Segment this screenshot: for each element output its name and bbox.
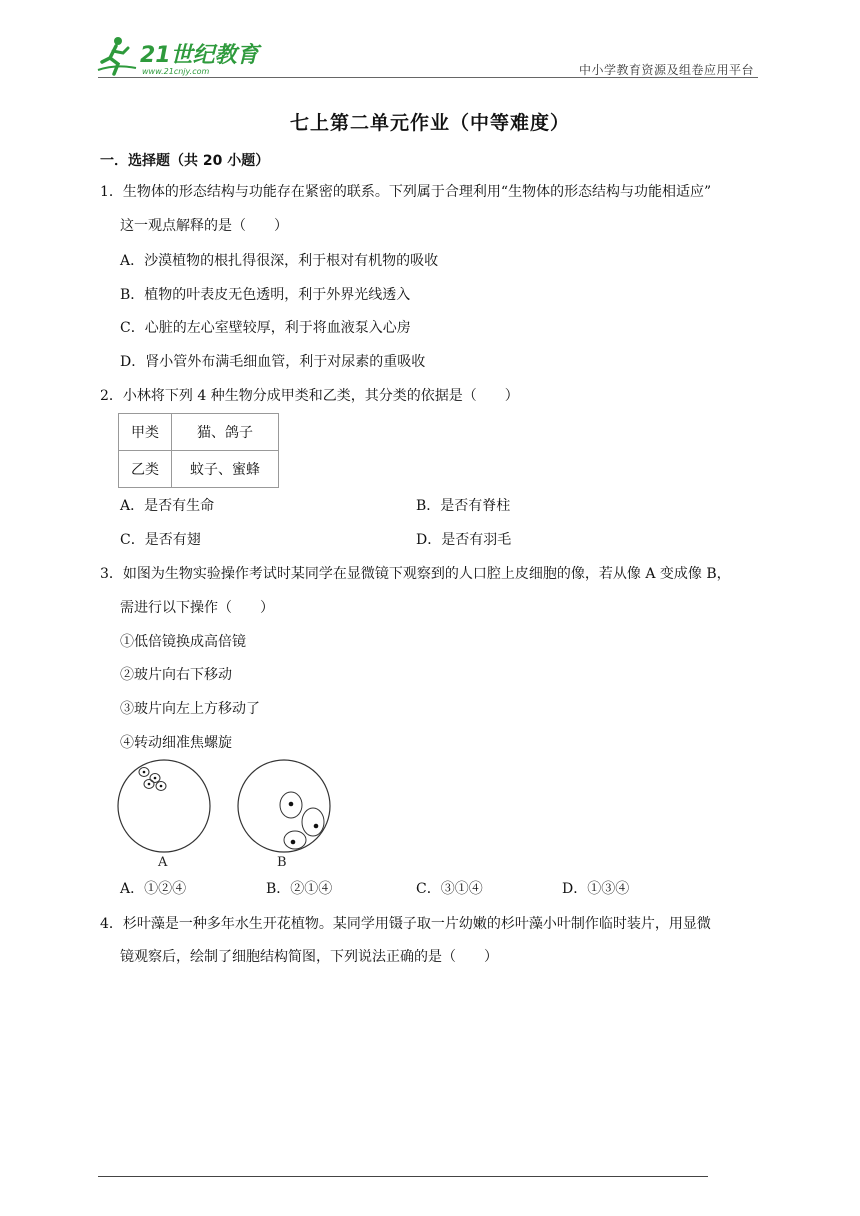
- question-3-stem: 3．如图为生物实验操作考试时某同学在显微镜下观察到的人口腔上皮细胞的像，若从像 A 变成像 B，: [100, 566, 731, 582]
- question-2-stem: 2．小林将下列 4 种生物分成甲类和乙类，其分类的依据是（ ）: [100, 388, 519, 404]
- question-1-stem-cont: 这一观点解释的是（ ）: [120, 218, 288, 234]
- question-3-step-3: ③玻片向左上方移动了: [120, 701, 260, 717]
- svg-text:21世纪教育: 21世纪教育: [140, 43, 259, 68]
- question-4-stem-cont: 镜观察后，绘制了细胞结构简图，下列说法正确的是（ ）: [120, 949, 498, 965]
- question-1-option-d: D．肾小管外布满毛细血管，利于对尿素的重吸收: [120, 354, 426, 370]
- header-divider: [98, 77, 758, 78]
- question-2-option-c: C．是否有翅: [120, 532, 201, 548]
- section-heading: 一．选择题（共 20 小题）: [100, 153, 270, 169]
- view-a: [118, 760, 210, 870]
- question-3-step-4: ④转动细准焦螺旋: [120, 735, 232, 751]
- question-1-option-b: B．植物的叶表皮无色透明，利于外界光线透入: [120, 287, 411, 303]
- question-2-option-b: B．是否有脊柱: [416, 498, 511, 514]
- question-1-option-a: A．沙漠植物的根扎得很深，利于根对有机物的吸收: [120, 253, 439, 269]
- runner-logo-icon: [96, 34, 266, 78]
- table-cell: 蚊子、蜜蜂: [172, 451, 279, 488]
- question-1-option-c: C．心脏的左心室壁较厚，利于将血液泵入心房: [120, 320, 411, 336]
- question-3-step-2: ②玻片向右下移动: [120, 667, 232, 683]
- question-3-step-1: ①低倍镜换成高倍镜: [120, 634, 246, 650]
- question-3-option-b: B．②①④: [266, 881, 333, 897]
- view-b: [238, 760, 330, 870]
- table-cell: 甲类: [119, 414, 172, 451]
- footer-divider: [98, 1176, 708, 1177]
- question-2-option-d: D．是否有羽毛: [416, 532, 512, 548]
- question-3-stem-cont: 需进行以下操作（ ）: [120, 600, 274, 616]
- view-a-label: A: [158, 855, 168, 870]
- question-1-stem: 1．生物体的形态结构与功能存在紧密的联系。下列属于合理利用“生物体的形态结构与功能相适应”: [100, 184, 712, 200]
- table-cell: 乙类: [119, 451, 172, 488]
- classification-table: [118, 413, 279, 488]
- logo: [96, 34, 266, 78]
- microscope-view-figure: [113, 756, 343, 870]
- question-3-option-c: C．③①④: [416, 881, 483, 897]
- page-header: [0, 0, 860, 82]
- table-cell: 猫、鸽子: [172, 414, 279, 451]
- question-3-option-d: D．①③④: [562, 881, 630, 897]
- view-b-label: B: [277, 855, 287, 870]
- question-2-option-a: A．是否有生命: [120, 498, 215, 514]
- table-row: [119, 414, 279, 451]
- platform-name: 中小学教育资源及组卷应用平台: [578, 63, 754, 77]
- question-3-option-a: A．①②④: [120, 881, 187, 897]
- table-row: [119, 451, 279, 488]
- question-4-stem: 4．杉叶藻是一种多年水生开花植物。某同学用镊子取一片幼嫩的杉叶藻小叶制作临时装片，用显微: [100, 916, 711, 932]
- page-title: 七上第二单元作业（中等难度）: [289, 112, 570, 134]
- svg-text:www.21cnjy.com: www.21cnjy.com: [142, 67, 210, 76]
